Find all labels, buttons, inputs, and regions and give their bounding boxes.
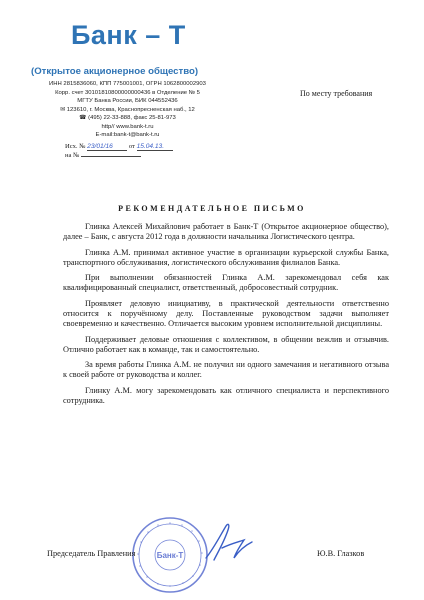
outgoing-number-value: 23/01/16: [87, 143, 113, 150]
company-stamp: [130, 515, 210, 600]
requisites-website: http// www.bank-t.ru: [101, 124, 154, 130]
bank-legal-form: (Открытое акционерное общество): [31, 66, 199, 77]
date-label: от: [128, 143, 135, 150]
requisites-email: E-mail:bank-t@bank-t.ru: [95, 132, 160, 138]
addressee: По месту требования: [300, 89, 373, 98]
paragraph: За время работы Глинка А.М. не получил ни одного замечания и негативного отзыва к своей работе от руководства и коллег.: [63, 360, 389, 380]
outgoing-number-line: [65, 143, 173, 151]
paragraph: Глинка А.М. принимал активное участие в организации курьерской службы Банка, транспортного обслуживания, логистического обслуживания филиалов Банка.: [63, 247, 389, 267]
handwritten-signature: [200, 518, 260, 573]
date-value: 15.04.13.: [136, 143, 165, 150]
incoming-number-line: [65, 152, 141, 159]
incoming-label: на №: [65, 152, 80, 159]
paragraph: Глинка Алексей Михайлович работает в Банк-Т (Открытое акционерное общество), далее – Банк, с августа 2012 года в должности начальника Логистического центра.: [63, 222, 389, 242]
paragraph: Поддерживает деловые отношения с коллективом, в общении вежлив и отзывчив. Отлично работает как в команде, так и самостоятельно.: [63, 334, 389, 354]
requisites-inn: ИНН 2815836060, КПП 775001001, ОГРН 1062800002903: [49, 81, 206, 87]
signer-position: Председатель Правления: [47, 549, 136, 558]
requisites-address: ✉ 123610, г. Москва, Краснопресненская наб., 12: [60, 107, 195, 113]
outgoing-label: Исх. №: [65, 143, 86, 150]
bank-logo-name: Банк – Т: [71, 20, 186, 50]
paragraph: При выполнении обязанностей Глинка А.М. зарекомендовал себя как квалифицированный специалист, ответственный, добросовестный сотрудник.: [63, 273, 389, 293]
requisites-account: Корр. счет 30101810800000000436 в Отделение № 5: [55, 90, 200, 96]
letter-body: [63, 222, 389, 411]
paragraph: Проявляет деловую инициативу, в практической деятельности ответственно относится к поручённому делу. Поставленные руководством задачи выполняет своевременно и качественно. Отличается высоким уровнем исполнительной дисциплины.: [63, 298, 389, 329]
requisites-phone: ☎ (495) 22-33-888, факс 25-81-973: [79, 115, 176, 121]
requisites-bik: МГТУ Банка России, БИК 044552436: [77, 98, 178, 104]
signer-name: Ю.В. Глазков: [317, 549, 365, 558]
stamp-center-text: Банк-Т: [156, 551, 184, 560]
letter-title: РЕКОМЕНДАТЕЛЬНОЕ ПИСЬМО: [118, 204, 306, 213]
paragraph: Глинку А.М. могу зарекомендовать как отличного специалиста и перспективного сотрудника.: [63, 385, 389, 405]
